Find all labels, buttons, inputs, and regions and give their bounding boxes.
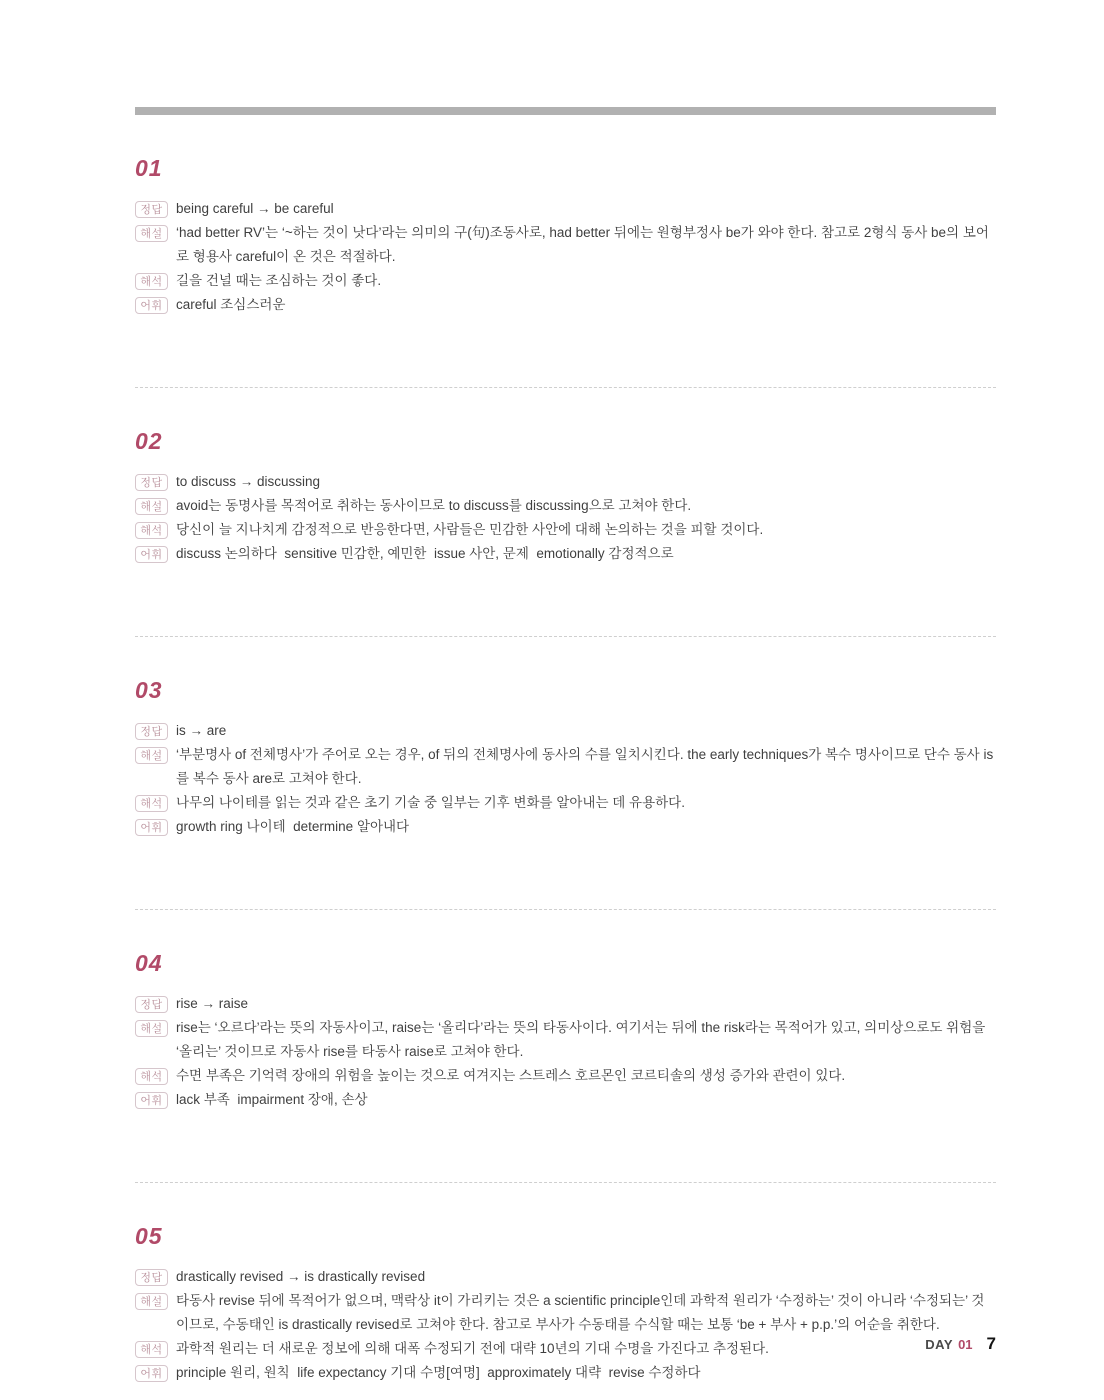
section-row <box>135 719 996 743</box>
section-number: 04 <box>135 950 163 976</box>
row-text: 타동사 revise 뒤에 목적어가 없으며, 맥락상 it이 가리키는 것은 a scientific principle인데 과학적 원리가 ‘수정하는’ 것이 아니라 ‘수정되는’ 것이므로, 수동태인 is drastically revised로 고쳐야 한다. 참고로 부사가 수동태를 수식할 때는 보통 ‘be + 부사 + p.p.’의 어순을 취한다. <box>176 1293 985 1332</box>
question-section <box>135 155 996 317</box>
footer-page-number: 7 <box>986 1334 996 1353</box>
row-text: rise는 ‘오르다’라는 뜻의 자동사이고, raise는 ‘올리다’라는 뜻의 타동사이다. 여기서는 뒤에 the risk라는 목적어가 있고, 의미상으로도 위험을 ‘올리는’ 것이므로 자동사 rise를 타동사 raise로 고쳐야 한다. <box>176 1020 990 1059</box>
section-row <box>135 815 996 839</box>
section-rows <box>135 197 996 317</box>
row-text: rise → raise <box>176 996 249 1011</box>
section-divider <box>135 1182 996 1183</box>
section-row <box>135 518 996 542</box>
row-tag-badge: 정답 <box>135 996 168 1013</box>
section-rows <box>135 719 996 839</box>
footer-day-number: 01 <box>958 1337 973 1352</box>
question-section <box>135 428 996 566</box>
row-tag-badge: 어휘 <box>135 297 168 314</box>
page-footer <box>925 1334 996 1354</box>
section-rows <box>135 1265 996 1385</box>
section-row <box>135 221 996 269</box>
section-row <box>135 1088 996 1112</box>
section-divider <box>135 909 996 910</box>
section-row <box>135 470 996 494</box>
row-tag-badge: 어휘 <box>135 819 168 836</box>
row-text: careful 조심스러운 <box>176 297 286 312</box>
section-row <box>135 542 996 566</box>
section-row <box>135 197 996 221</box>
row-text: 수면 부족은 기억력 장애의 위험을 높이는 것으로 여겨지는 스트레스 호르몬인 코르티솔의 생성 증가와 관련이 있다. <box>176 1068 846 1083</box>
row-tag-badge: 정답 <box>135 1269 168 1286</box>
row-text: discuss 논의하다 sensitive 민감한, 예민한 issue 사안, 문제 emotionally 감정적으로 <box>176 546 674 561</box>
section-row <box>135 1064 996 1088</box>
question-section <box>135 1223 996 1385</box>
row-text: growth ring 나이테 determine 알아내다 <box>176 819 410 834</box>
section-number: 05 <box>135 1223 163 1249</box>
section-row <box>135 1265 996 1289</box>
row-text: principle 원리, 원칙 life expectancy 기대 수명[여명] approximately 대략 revise 수정하다 <box>176 1365 701 1380</box>
section-row <box>135 791 996 815</box>
row-tag-badge: 해석 <box>135 522 168 539</box>
section-rows <box>135 992 996 1112</box>
footer-day-label: DAY <box>925 1337 954 1352</box>
row-tag-badge: 어휘 <box>135 1365 168 1382</box>
row-tag-badge: 해석 <box>135 1068 168 1085</box>
section-number: 01 <box>135 155 163 181</box>
row-tag-badge: 해석 <box>135 273 168 290</box>
row-tag-badge: 정답 <box>135 474 168 491</box>
row-text: 길을 건널 때는 조심하는 것이 좋다. <box>176 273 382 288</box>
row-tag-badge: 해설 <box>135 1293 168 1310</box>
section-row <box>135 293 996 317</box>
section-row <box>135 494 996 518</box>
row-tag-badge: 어휘 <box>135 546 168 563</box>
row-tag-badge: 해설 <box>135 747 168 764</box>
row-text: 과학적 원리는 더 새로운 정보에 의해 대폭 수정되기 전에 대략 10년의 기대 수명을 가진다고 추정된다. <box>176 1341 769 1356</box>
row-text: being careful → be careful <box>176 201 334 216</box>
row-tag-badge: 해석 <box>135 795 168 812</box>
row-text: ‘had better RV’는 ‘~하는 것이 낫다’라는 의미의 구(句)조동사로, had better 뒤에는 원형부정사 be가 와야 한다. 참고로 2형식 동사 be의 보어로 형용사 careful이 온 것은 적절하다. <box>176 225 989 264</box>
section-row <box>135 1337 996 1361</box>
row-text: 당신이 늘 지나치게 감정적으로 반응한다면, 사람들은 민감한 사안에 대해 논의하는 것을 피할 것이다. <box>176 522 764 537</box>
section-row <box>135 1016 996 1064</box>
row-text: ‘부분명사 of 전체명사’가 주어로 오는 경우, of 뒤의 전체명사에 동사의 수를 일치시킨다. the early techniques가 복수 명사이므로 단수 동사 is를 복수 동사 are로 고쳐야 한다. <box>176 747 994 786</box>
section-row <box>135 269 996 293</box>
top-rule-bar <box>135 107 996 115</box>
section-row <box>135 1361 996 1385</box>
row-tag-badge: 해설 <box>135 225 168 242</box>
question-section <box>135 677 996 839</box>
row-text: is → are <box>176 723 227 738</box>
row-text: lack 부족 impairment 장애, 손상 <box>176 1092 368 1107</box>
section-rows <box>135 470 996 566</box>
row-tag-badge: 해설 <box>135 1020 168 1037</box>
section-divider <box>135 387 996 388</box>
row-tag-badge: 해설 <box>135 498 168 515</box>
section-row <box>135 992 996 1016</box>
section-divider <box>135 636 996 637</box>
row-text: drastically revised → is drastically revised <box>176 1269 426 1284</box>
row-text: to discuss → discussing <box>176 474 321 489</box>
row-tag-badge: 어휘 <box>135 1092 168 1109</box>
sections-container <box>135 155 996 1385</box>
row-text: 나무의 나이테를 읽는 것과 같은 초기 기술 중 일부는 기후 변화를 알아내는 데 유용하다. <box>176 795 685 810</box>
row-tag-badge: 정답 <box>135 201 168 218</box>
section-number: 03 <box>135 677 163 703</box>
page-content <box>135 0 996 1385</box>
row-tag-badge: 정답 <box>135 723 168 740</box>
section-number: 02 <box>135 428 163 454</box>
row-tag-badge: 해석 <box>135 1341 168 1358</box>
section-row <box>135 743 996 791</box>
row-text: avoid는 동명사를 목적어로 취하는 동사이므로 to discuss를 discussing으로 고쳐야 한다. <box>176 498 692 513</box>
section-row <box>135 1289 996 1337</box>
question-section <box>135 950 996 1112</box>
